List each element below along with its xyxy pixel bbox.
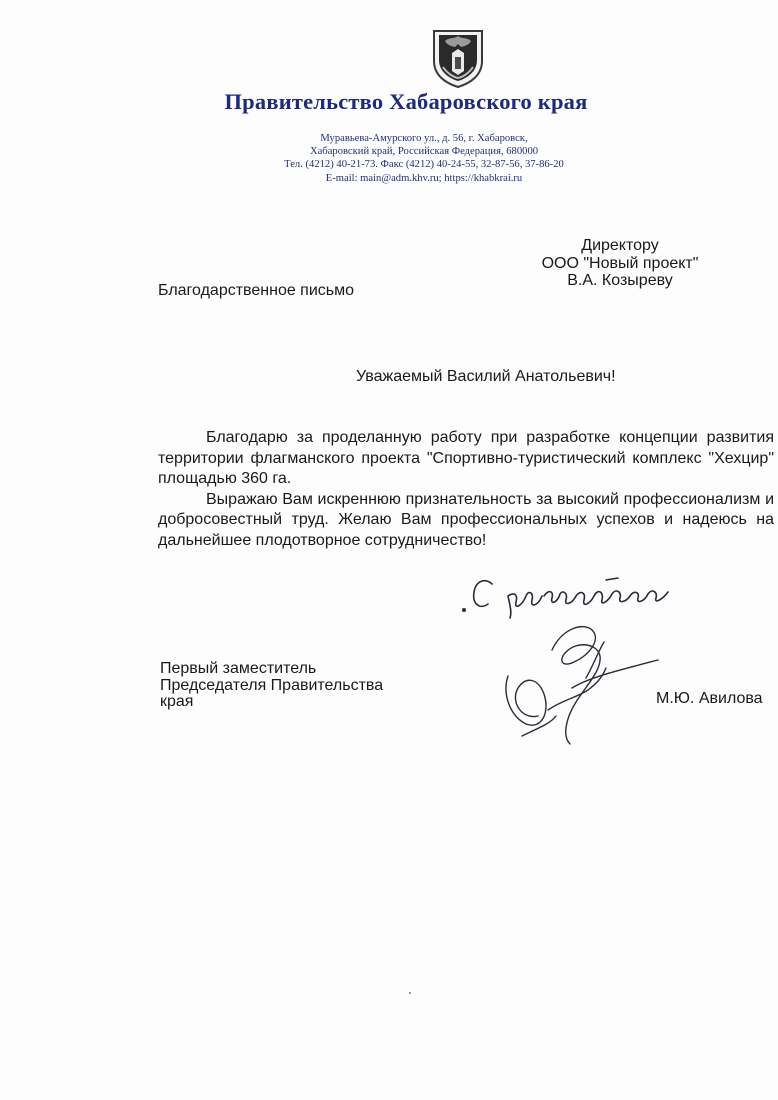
body-paragraph: Выражаю Вам искреннюю признательность за высокий профессионализм и добросовестный труд. Желаю Вам профессиональных успехов и надеюсь на дальнейшее плодотворное сотрудничество!: [158, 490, 774, 549]
signer-name: М.Ю. Авилова: [656, 690, 763, 707]
body-paragraph: Благодарю за проделанную работу при разработке концепции развития территории флагманского проекта "Спортивно-туристический комплекс "Хехцир" площадью 360 га.: [158, 429, 774, 487]
addressee-name: В.А. Козыреву: [567, 272, 673, 289]
signer-title-line: края: [160, 693, 194, 710]
letterhead-contacts: [0, 132, 778, 185]
email-website-line: E-mail: main@adm.khv.ru; https://khabkrai.ru: [325, 172, 523, 184]
signer-title: [160, 661, 383, 711]
letter-body: [158, 428, 774, 551]
addressee-block: [520, 237, 720, 290]
signature: [492, 616, 662, 750]
coat-of-arms-icon: [431, 27, 485, 89]
phone-fax-line: Тел. (4212) 40-21-73. Факс (4212) 40-24-55, 32-87-56, 37-86-20: [284, 159, 564, 171]
salutation: Уважаемый Василий Анатольевич!: [356, 368, 616, 385]
address-line: Муравьева-Амурского ул., д. 56, г. Хабаровск,: [320, 133, 528, 144]
handwritten-closing: [456, 566, 692, 622]
address-line: Хабаровский край, Российская Федерация, 680000: [309, 146, 539, 158]
addressee-position: Директору: [581, 237, 659, 254]
organization-title: Правительство Хабаровского края: [224, 89, 588, 114]
document-type: Благодарственное письмо: [158, 282, 355, 299]
signer-title-line: Первый заместитель: [160, 660, 317, 677]
addressee-company: ООО "Новый проект": [541, 254, 699, 272]
signer-title-line: Председателя Правительства: [160, 676, 384, 694]
scan-speck: [409, 992, 411, 994]
